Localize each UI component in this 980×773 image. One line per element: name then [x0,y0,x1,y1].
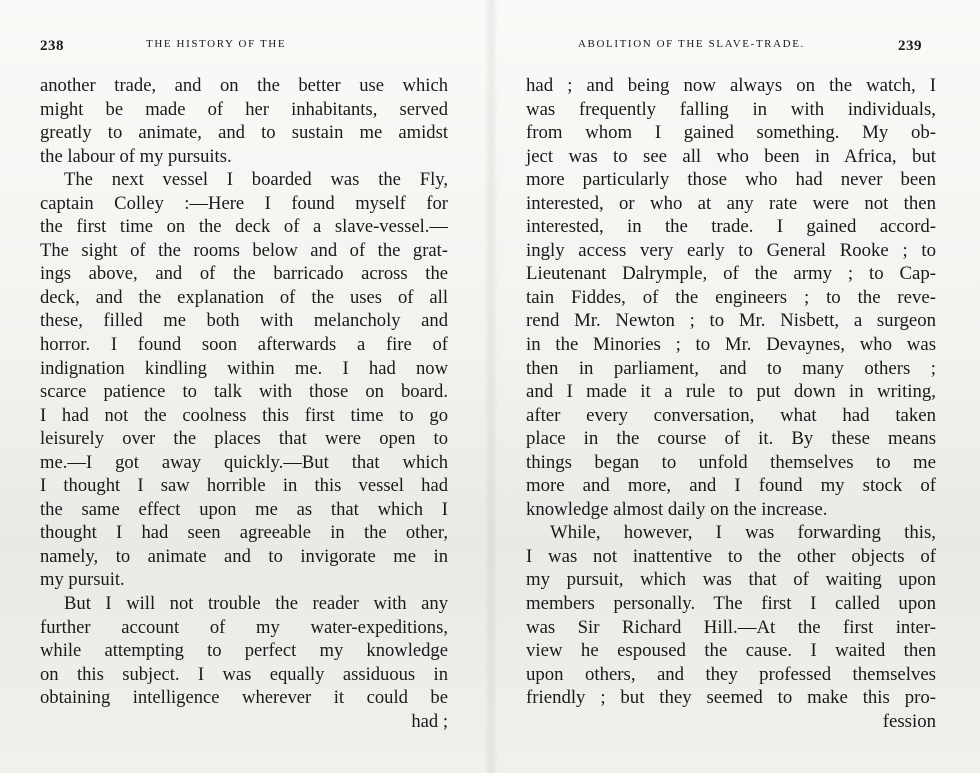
text-line: the first time on the deck of a slave-vessel.— [40,216,448,238]
text-line: more and more, and I found my stock of [526,475,936,497]
text-line: from whom I gained something. My ob- [526,122,936,144]
text-line: on this subject. I was equally assiduous in [40,663,448,685]
text-line: upon others, and they professed themselves [526,663,936,685]
text-line: rend Mr. Newton ; to Mr. Nisbett, a surgeon [526,310,936,332]
text-line: and I made it a rule to put down in writing, [526,381,936,403]
text-line: The next vessel I boarded was the Fly, [64,169,448,191]
text-line: view he espoused the cause. I waited then [526,640,936,662]
text-line: things began to unfold themselves to me [526,451,936,473]
left-page-body [40,74,448,733]
left-page-number: 238 [40,38,64,54]
text-line: I had not the coolness this first time to go [40,404,448,426]
left-running-head: THE HISTORY OF THE [146,38,287,50]
book-gutter [484,0,498,773]
text-line: friendly ; but they seemed to make this pro- [526,687,936,709]
text-line: horror. I found soon afterwards a fire of [40,334,448,356]
text-line: indignation kindling within me. I had now [40,357,448,379]
text-line: was Sir Richard Hill.—At the first inter- [526,616,936,638]
text-line: more particularly those who had never been [526,169,936,191]
text-line: fession [882,710,936,732]
right-page-number: 239 [898,38,922,54]
text-line: place in the course of it. By these means [526,428,936,450]
text-line: knowledge almost daily on the increase. [526,498,828,520]
text-line: But I will not trouble the reader with any [64,593,448,615]
text-line: interested, in the trade. I gained accord- [526,216,936,238]
text-line: greatly to animate, and to sustain me amidst [40,122,448,144]
text-line: I thought I saw horrible in this vessel had [40,475,448,497]
text-line: While, however, I was forwarding this, [550,522,936,544]
text-line: while attempting to perfect my knowledge [40,640,448,662]
text-line: Lieutenant Dalrymple, of the army ; to Cap- [526,263,936,285]
text-line: thought I had seen agreeable in the other, [40,522,448,544]
text-line: my pursuit. [40,569,125,591]
text-line: the labour of my pursuits. [40,145,232,167]
right-running-head: ABOLITION OF THE SLAVE-TRADE. [578,38,805,50]
text-line: me.—I got away quickly.—But that which [40,451,448,473]
text-line: interested, or who at any rate were not then [526,192,936,214]
text-line: The sight of the rooms below and of the grat- [40,239,448,261]
text-line: might be made of her inhabitants, served [40,98,448,120]
text-line: these, filled me both with melancholy and [40,310,448,332]
text-line: deck, and the explanation of the uses of all [40,286,448,308]
text-line: namely, to animate and to invigorate me in [40,545,448,567]
text-line: had ; and being now always on the watch, I [526,75,936,96]
text-line: obtaining intelligence wherever it could be [40,687,448,709]
text-line: in the Minories ; to Mr. Devaynes, who was [526,334,936,356]
text-line: ingly access very early to General Rooke ; to [526,239,936,261]
text-line: the same effect upon me as that which I [40,498,448,520]
text-line: tain Fiddes, of the engineers ; to the reve- [526,286,936,308]
text-line: further account of my water-expeditions, [40,616,448,638]
text-line: ings above, and of the barricado across the [40,263,448,285]
text-line: captain Colley :—Here I found myself for [40,192,448,214]
text-line: had ; [411,710,448,732]
text-line: leisurely over the places that were open to [40,428,448,450]
text-line: another trade, and on the better use which [40,75,448,96]
text-line: was frequently falling in with individuals, [526,98,936,120]
text-line: ject was to see all who been in Africa, but [526,145,936,167]
text-line: scarce patience to talk with those on board. [40,381,448,403]
text-line: I was not inattentive to the other objects of [526,545,936,567]
text-line: my pursuit, which was that of waiting upon [526,569,936,591]
text-line: then in parliament, and to many others ; [526,357,936,379]
right-page-body [526,74,936,733]
text-line: members personally. The first I called upon [526,593,936,615]
text-line: after every conversation, what had taken [526,404,936,426]
